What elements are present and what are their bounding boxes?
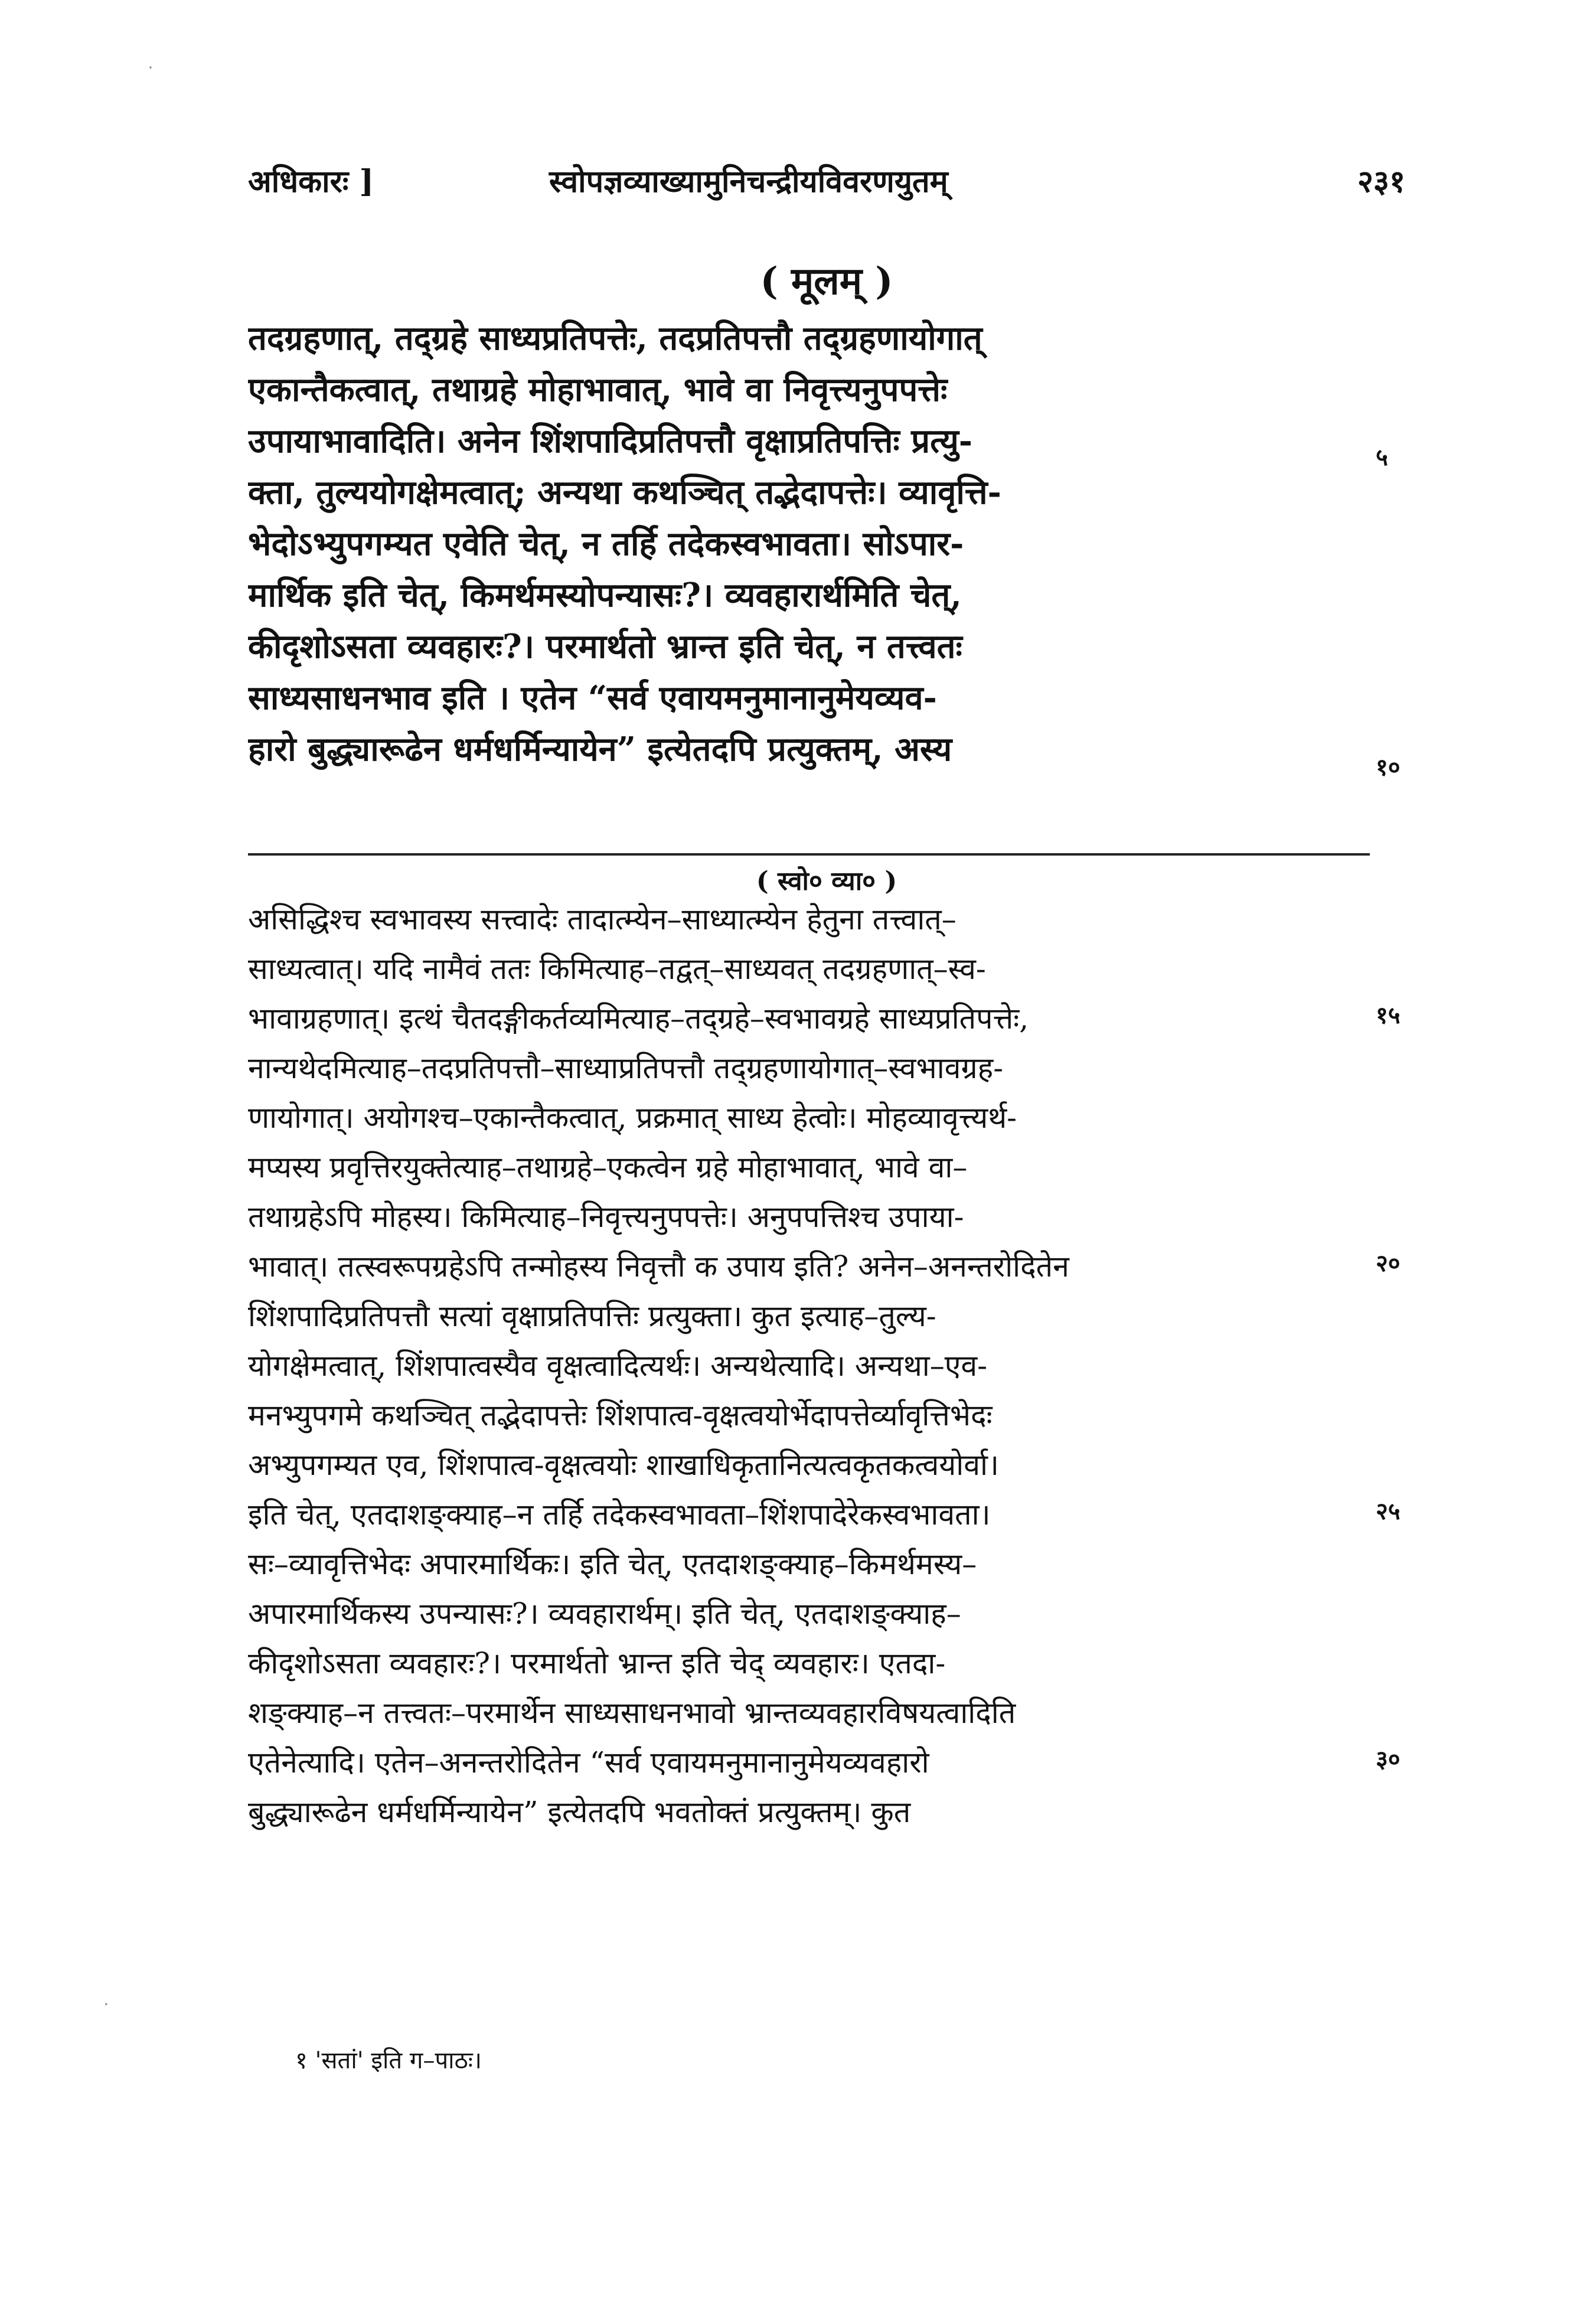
commentary-line: मप्यस्य प्रवृत्तिरयुक्तेत्याह–तथाग्रहे–एकत्वेन ग्रहे मोहाभावात्, भावे वा–	[248, 1150, 968, 1184]
commentary-text	[248, 895, 1370, 1837]
scan-speck: ॱ	[103, 1999, 109, 2019]
mool-text	[248, 313, 1370, 775]
commentary-line: एतेनेत्यादि। एतेन–अनन्तरोदितेन “सर्व एवायमनुमानानुमेयव्यवहारो	[248, 1745, 929, 1780]
mool-line: भेदोऽभ्युपगम्यत एवेति चेत्, न तर्हि तदेकस्वभावता। सोऽपार-	[248, 524, 964, 563]
mool-line: हारो बुद्ध्यारूढेन धर्मधर्मिन्यायेन” इत्येतदपि प्रत्युक्तम्, अस्य	[248, 730, 952, 769]
mool-line: क्ता, तुल्ययोगक्षेमत्वात्; अन्यथा कथञ्चित् तद्भेदापत्तेः। व्यावृत्ति-	[248, 473, 1001, 512]
mool-line: एकान्तैकत्वात्, तथाग्रहे मोहाभावात्, भावे वा निवृत्त्यनुपपत्तेः	[248, 370, 948, 409]
commentary-line: णायोगात्। अयोगश्च–एकान्तैकत्वात्, प्रक्रमात् साध्य हेत्वोः। मोहव्यावृत्त्यर्थ-	[248, 1101, 1017, 1135]
commentary-line: कीदृशोऽसता व्यवहारः?। परमार्थतो भ्रान्त इति चेद् व्यवहारः। एतदा-	[248, 1646, 946, 1680]
scan-speck: ॱ	[148, 62, 154, 83]
line-number-marker: १०	[1376, 753, 1401, 781]
commentary-line: इति चेत्, एतदाशङ्क्याह–न तर्हि तदेकस्वभावता–शिंशपादेरेकस्वभावता।	[248, 1497, 991, 1532]
commentary-line: असिद्धिश्च स्वभावस्य सत्त्वादेः तादात्म्येन–साध्यात्म्येन हेतुना तत्त्वात्–	[248, 902, 957, 936]
commentary-line: शिंशपादिप्रतिपत्तौ सत्यां वृक्षाप्रतिपत्तिः प्रत्युक्ता। कुत इत्याह–तुल्य-	[248, 1299, 936, 1333]
mool-line: उपायाभावादिति। अनेन शिंशपादिप्रतिपत्तौ वृक्षाप्रतिपत्तिः प्रत्यु-	[248, 422, 973, 461]
line-number-marker: ३०	[1376, 1745, 1401, 1773]
commentary-line: साध्यत्वात्। यदि नामैवं ततः किमित्याह–तद्वत्–साध्यवत् तदग्रहणात्–स्व-	[248, 952, 986, 986]
commentary-line: बुद्ध्यारूढेन धर्मधर्मिन्यायेन” इत्येतदपि भवतोक्तं प्रत्युक्तम्। कुत	[248, 1795, 911, 1829]
running-title: स्वोपज्ञव्याख्यामुनिचन्द्रीयविवरणयुतम्	[549, 164, 948, 200]
page-header	[248, 159, 1405, 213]
footnote: १ 'सतां' इति ग–पाठः।	[295, 2047, 482, 2074]
commentary-line: अभ्युपगम्यत एव, शिंशपात्व-वृक्षत्वयोः शाखाधिकृतानित्यत्वकृतकत्वयोर्वा।	[248, 1448, 999, 1482]
chapter-label: अधिकारः ]	[248, 164, 374, 200]
section-divider	[248, 853, 1370, 856]
commentary-line: मनभ्युपगमे कथञ्चित् तद्भेदापत्तेः शिंशपात्व-वृक्षत्वयोर्भेदापत्तेर्व्यावृत्तिभेदः	[248, 1398, 993, 1432]
page-number: २३१	[1357, 164, 1405, 200]
commentary-line: तथाग्रहेऽपि मोहस्य। किमित्याह–निवृत्त्यनुपपत्तेः। अनुपपत्तिश्च उपाया-	[248, 1200, 964, 1234]
commentary-line: योगक्षेमत्वात्, शिंशपात्वस्यैव वृक्षत्वादित्यर्थः। अन्यथेत्यादि। अन्यथा–एव-	[248, 1349, 988, 1383]
commentary-line: अपारमार्थिकस्य उपन्यासः?। व्यवहारार्थम्। इति चेत्, एतदाशङ्क्याह–	[248, 1597, 961, 1631]
commentary-line: भावात्। तत्स्वरूपग्रहेऽपि तन्मोहस्य निवृत्तौ क उपाय इति? अनेन–अनन्तरोदितेन	[248, 1249, 1069, 1284]
mool-line: तदग्रहणात्, तद्ग्रहे साध्यप्रतिपत्तेः, तदप्रतिपत्तौ तद्ग्रहणायोगात्	[248, 319, 982, 358]
commentary-section-title: ( स्वो० व्या० )	[756, 866, 897, 896]
line-number-marker: १५	[1376, 1001, 1401, 1029]
mool-section-title: ( मूलम् )	[760, 259, 893, 303]
mool-line: कीदृशोऽसता व्यवहारः?। परमार्थतो भ्रान्त इति चेत्, न तत्त्वतः	[248, 627, 962, 666]
commentary-line: शङ्क्याह–न तत्त्वतः–परमार्थेन साध्यसाधनभावो भ्रान्तव्यवहारविषयत्वादिति	[248, 1696, 1016, 1730]
mool-line: साध्यसाधनभाव इति । एतेन “सर्व एवायमनुमानानुमेयव्यव-	[248, 678, 937, 717]
commentary-line: सः–व्यावृत्तिभेदः अपारमार्थिकः। इति चेत्, एतदाशङ्क्याह–किमर्थमस्य–	[248, 1547, 977, 1581]
line-number-marker: २०	[1376, 1249, 1401, 1277]
commentary-line: भावाग्रहणात्। इत्थं चैतदङ्गीकर्तव्यमित्याह–तद्ग्रहे–स्वभावग्रहे साध्यप्रतिपत्तेः,	[248, 1001, 1029, 1036]
line-number-marker: २५	[1376, 1497, 1401, 1525]
line-number-marker: ५	[1376, 443, 1388, 471]
mool-line: मार्थिक इति चेत्, किमर्थमस्योपन्यासः?। व्यवहारार्थमिति चेत्,	[248, 576, 962, 615]
commentary-line: नान्यथेदमित्याह–तदप्रतिपत्तौ–साध्याप्रतिपत्तौ तद्ग्रहणायोगात्–स्वभावग्रह-	[248, 1051, 1004, 1085]
